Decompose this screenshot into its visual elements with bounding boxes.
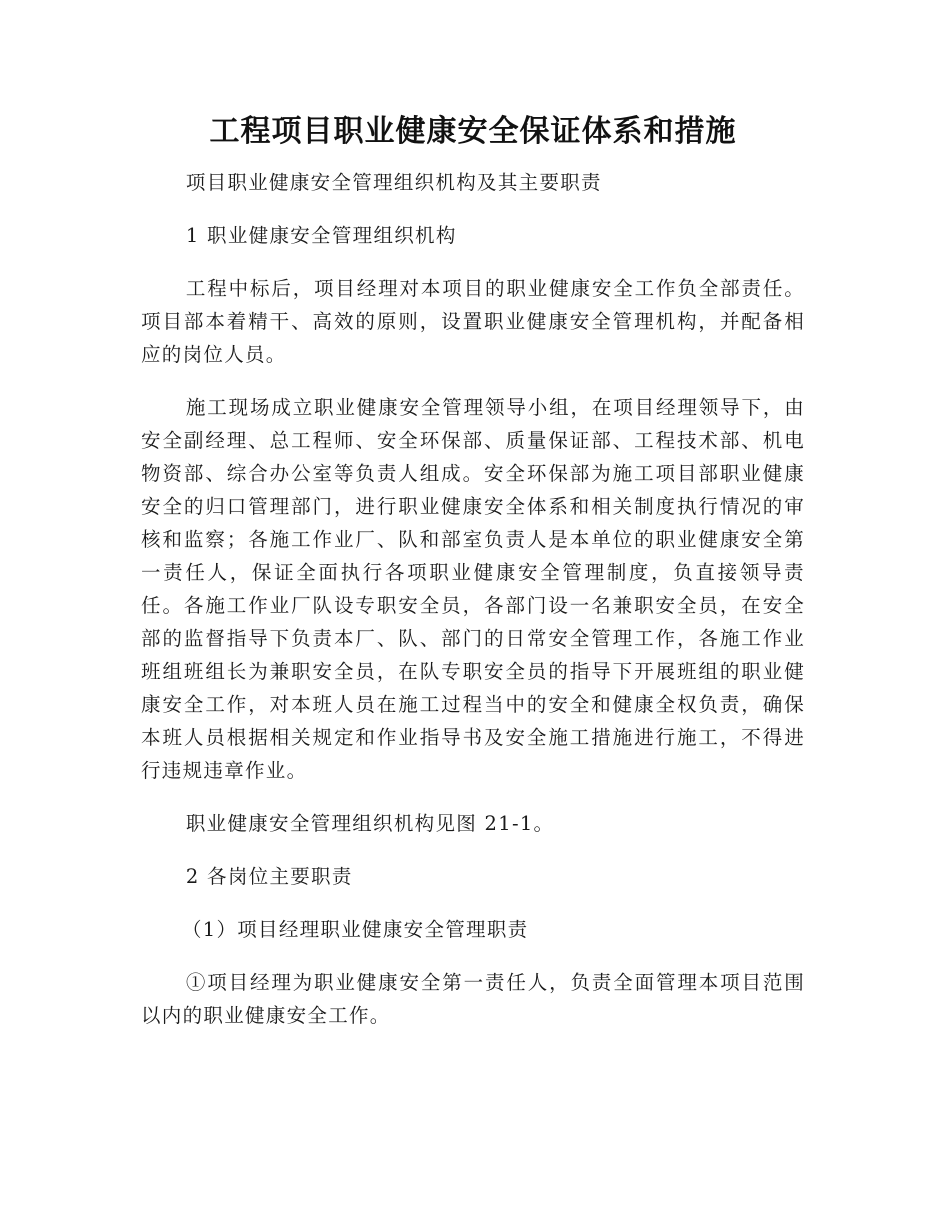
paragraph-leadership-group: 施工现场成立职业健康安全管理领导小组，在项目经理领导下，由安全副经理、总工程师、安全环保部、质量保证部、工程技术部、机电物资部、综合办公室等负责人组成。安全环保部为施工项目部职业健康安全的归口管理部门，进行职业健康安全体系和相关制度执行情况的审核和监察；各施工作业厂、队和部室负责人是本单位的职业健康安全第一责任人，保证全面执行各项职业健康安全管理制度，负直接领导责任。各施工作业厂队设专职安全员，各部门设一名兼职安全员，在安全部的监督指导下负责本厂、队、部门的日常安全管理工作，各施工作业班组班组长为兼职安全员，在队专职安全员的指导下开展班组的职业健康安全工作，对本班人员在施工过程当中的安全和健康全权负责，确保本班人员根据相关规定和作业指导书及安全施工措施进行施工，不得进行违规违章作业。: [141, 396, 805, 782]
document-title: 工程项目职业健康安全保证体系和措施: [209, 114, 737, 149]
paragraph-project-manager-responsibility: 工程中标后，项目经理对本项目的职业健康安全工作负全部责任。项目部本着精干、高效的原则，设置职业健康安全管理机构，并配备相应的岗位人员。: [141, 277, 805, 366]
paragraph-figure-reference: 职业健康安全管理组织机构见图 21-1。: [185, 812, 555, 835]
section-heading-org: 项目职业健康安全管理组织机构及其主要职责: [185, 171, 602, 194]
item-heading-1: （1）项目经理职业健康安全管理职责: [181, 918, 529, 941]
list-item-1: ①项目经理为职业健康安全第一责任人，负责全面管理本项目范围以内的职业健康安全工作。: [141, 971, 805, 1027]
subsection-heading-1: 1 职业健康安全管理组织机构: [185, 224, 457, 247]
subsection-heading-2: 2 各岗位主要职责: [185, 865, 353, 888]
